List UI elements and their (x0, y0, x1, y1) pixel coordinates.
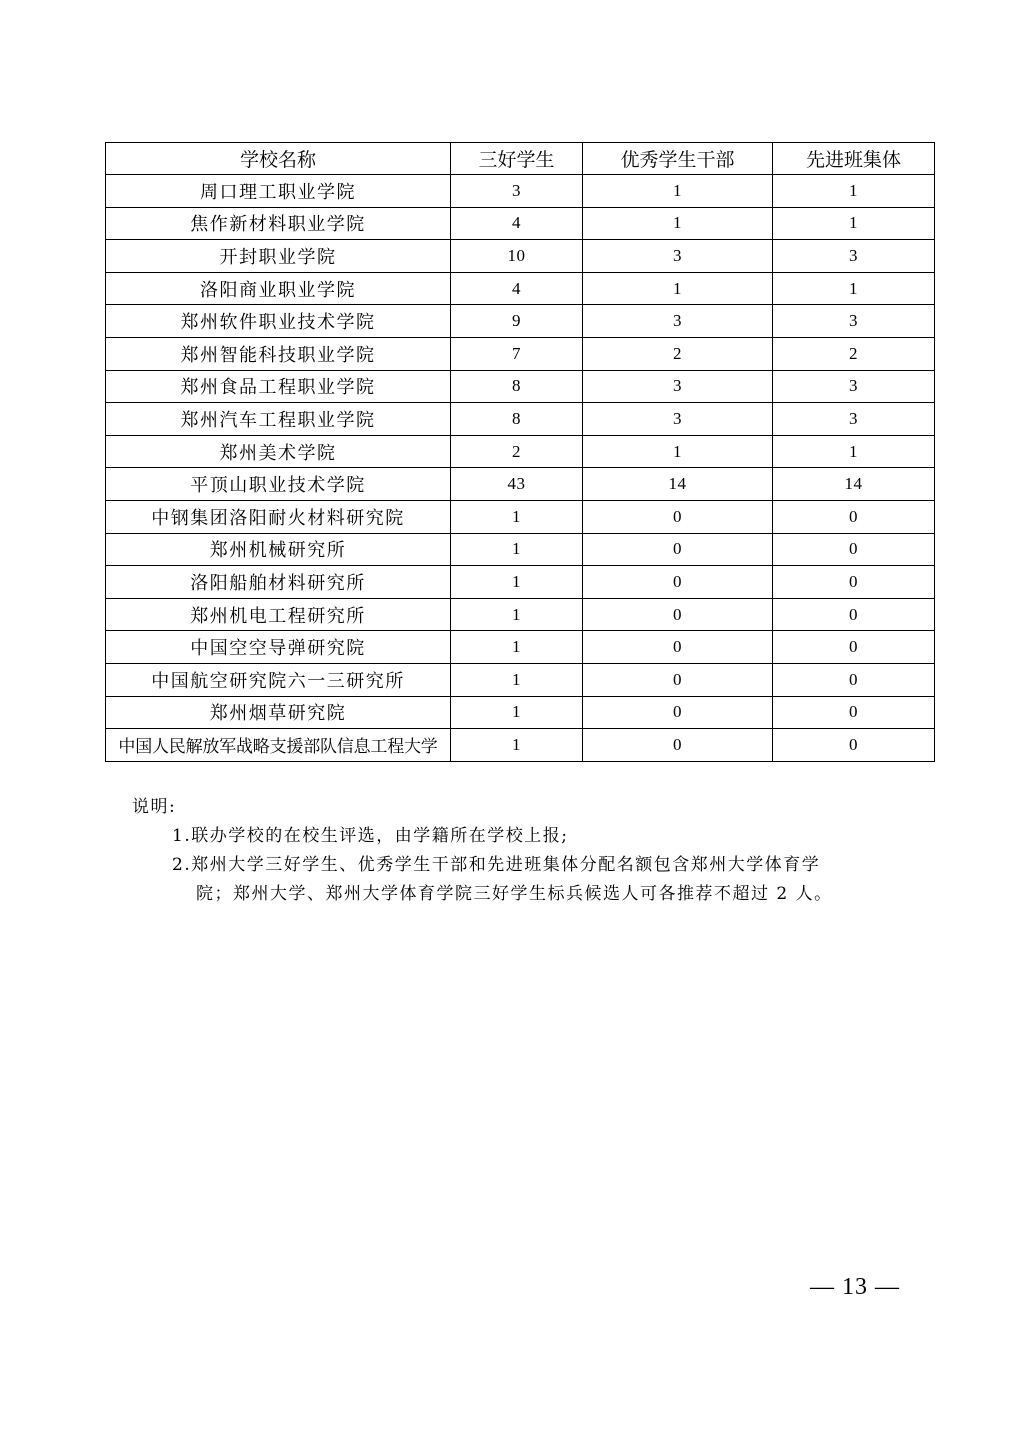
cell-school-name: 郑州软件职业技术学院 (106, 305, 451, 338)
note-item-1: 1.联办学校的在校生评选，由学籍所在学校上报; (172, 826, 569, 846)
header-outstanding-cadre: 优秀学生干部 (583, 143, 773, 175)
cell-outstanding-cadre: 1 (583, 207, 773, 240)
header-merit-student: 三好学生 (451, 143, 583, 175)
table-row (106, 370, 935, 403)
cell-merit-student: 9 (451, 305, 583, 338)
cell-outstanding-cadre: 3 (583, 403, 773, 436)
notes-title: 说明: (132, 797, 177, 817)
table-row (106, 403, 935, 436)
cell-merit-student: 1 (451, 500, 583, 533)
cell-outstanding-cadre: 0 (583, 500, 773, 533)
cell-outstanding-cadre: 0 (583, 533, 773, 566)
cell-school-name: 周口理工职业学院 (106, 175, 451, 208)
cell-merit-student: 1 (451, 663, 583, 696)
table-row (106, 175, 935, 208)
cell-school-name: 郑州美术学院 (106, 435, 451, 468)
cell-school-name: 洛阳商业职业学院 (106, 272, 451, 305)
cell-advanced-class: 1 (773, 175, 935, 208)
cell-merit-student: 10 (451, 240, 583, 273)
table-row (106, 663, 935, 696)
cell-outstanding-cadre: 0 (583, 729, 773, 762)
table-row (106, 729, 935, 762)
cell-advanced-class: 3 (773, 240, 935, 273)
cell-outstanding-cadre: 14 (583, 468, 773, 501)
notes-section (132, 793, 922, 909)
table-row (106, 272, 935, 305)
cell-school-name: 平顶山职业技术学院 (106, 468, 451, 501)
quota-table (105, 142, 935, 762)
cell-school-name: 中钢集团洛阳耐火材料研究院 (106, 500, 451, 533)
table-row (106, 240, 935, 273)
cell-merit-student: 4 (451, 272, 583, 305)
cell-advanced-class: 1 (773, 435, 935, 468)
cell-advanced-class: 0 (773, 500, 935, 533)
cell-outstanding-cadre: 0 (583, 566, 773, 599)
cell-outstanding-cadre: 0 (583, 631, 773, 664)
table-row (106, 500, 935, 533)
cell-merit-student: 1 (451, 598, 583, 631)
table-row (106, 566, 935, 599)
cell-outstanding-cadre: 0 (583, 598, 773, 631)
cell-school-name: 洛阳船舶材料研究所 (106, 566, 451, 599)
cell-advanced-class: 0 (773, 566, 935, 599)
cell-school-name: 郑州机电工程研究所 (106, 598, 451, 631)
cell-advanced-class: 0 (773, 696, 935, 729)
cell-merit-student: 8 (451, 403, 583, 436)
cell-merit-student: 3 (451, 175, 583, 208)
cell-school-name: 焦作新材料职业学院 (106, 207, 451, 240)
cell-school-name: 开封职业学院 (106, 240, 451, 273)
cell-advanced-class: 3 (773, 370, 935, 403)
table-row (106, 533, 935, 566)
cell-advanced-class: 1 (773, 207, 935, 240)
cell-merit-student: 1 (451, 533, 583, 566)
table-row (106, 468, 935, 501)
cell-advanced-class: 0 (773, 533, 935, 566)
cell-merit-student: 8 (451, 370, 583, 403)
table-body (106, 175, 935, 762)
table-row (106, 207, 935, 240)
cell-merit-student: 1 (451, 631, 583, 664)
cell-advanced-class: 2 (773, 337, 935, 370)
cell-outstanding-cadre: 1 (583, 175, 773, 208)
cell-advanced-class: 3 (773, 403, 935, 436)
table-row (106, 435, 935, 468)
header-school-name: 学校名称 (106, 143, 451, 175)
cell-outstanding-cadre: 2 (583, 337, 773, 370)
cell-school-name: 郑州食品工程职业学院 (106, 370, 451, 403)
cell-outstanding-cadre: 0 (583, 663, 773, 696)
note-item-2-line-2: 院；郑州大学、郑州大学体育学院三好学生标兵候选人可各推荐不超过 2 人。 (196, 884, 833, 904)
cell-school-name: 郑州智能科技职业学院 (106, 337, 451, 370)
cell-advanced-class: 1 (773, 272, 935, 305)
cell-advanced-class: 0 (773, 663, 935, 696)
cell-school-name: 中国航空研究院六一三研究所 (106, 663, 451, 696)
header-advanced-class: 先进班集体 (773, 143, 935, 175)
cell-school-name: 郑州机械研究所 (106, 533, 451, 566)
table-header-row (106, 143, 935, 175)
table-row (106, 337, 935, 370)
cell-school-name: 郑州汽车工程职业学院 (106, 403, 451, 436)
cell-merit-student: 4 (451, 207, 583, 240)
cell-advanced-class: 0 (773, 598, 935, 631)
cell-advanced-class: 3 (773, 305, 935, 338)
cell-school-name: 郑州烟草研究院 (106, 696, 451, 729)
note-item-2-line-1: 2.郑州大学三好学生、优秀学生干部和先进班集体分配名额包含郑州大学体育学 (172, 855, 821, 875)
cell-advanced-class: 14 (773, 468, 935, 501)
table-row (106, 598, 935, 631)
cell-outstanding-cadre: 1 (583, 272, 773, 305)
cell-merit-student: 7 (451, 337, 583, 370)
cell-merit-student: 1 (451, 696, 583, 729)
cell-merit-student: 1 (451, 566, 583, 599)
cell-outstanding-cadre: 0 (583, 696, 773, 729)
page-number: — 13 — (810, 1274, 900, 1300)
cell-school-name: 中国空空导弹研究院 (106, 631, 451, 664)
note-item-2 (172, 851, 922, 909)
cell-outstanding-cadre: 1 (583, 435, 773, 468)
cell-advanced-class: 0 (773, 631, 935, 664)
cell-advanced-class: 0 (773, 729, 935, 762)
table-row (106, 696, 935, 729)
cell-merit-student: 43 (451, 468, 583, 501)
cell-merit-student: 1 (451, 729, 583, 762)
cell-outstanding-cadre: 3 (583, 370, 773, 403)
cell-school-name: 中国人民解放军战略支援部队信息工程大学 (106, 729, 451, 762)
table-row (106, 305, 935, 338)
cell-merit-student: 2 (451, 435, 583, 468)
cell-outstanding-cadre: 3 (583, 305, 773, 338)
cell-outstanding-cadre: 3 (583, 240, 773, 273)
table-row (106, 631, 935, 664)
